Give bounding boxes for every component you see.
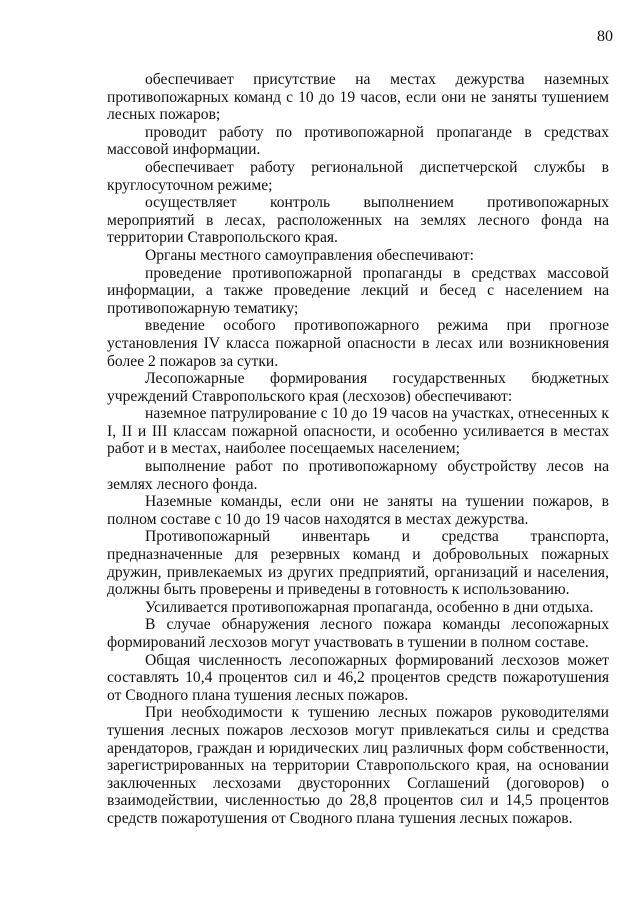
paragraph: осуществляет контроль выполнением противопожарных мероприятий в лесах, расположенных на землях лесного фонда на территории Ставропольского края. [107,194,609,247]
paragraph: выполнение работ по противопожарному обустройству лесов на землях лесного фонда. [107,458,609,493]
paragraph: проводит работу по противопожарной пропаганде в средствах массовой информации. [107,123,609,159]
paragraph: Лесопожарные формирования государственных бюджетных учреждений Ставропольского края (лесхозов) обеспечивают: [107,370,609,405]
paragraph: Усиливается противопожарная пропаганда, особенно в дни отдыха. [145,598,594,616]
paragraph: В случае обнаружения лесного пожара команды лесопожарных формирований лесхозов могут участвовать в тушении в полном составе. [107,616,609,651]
paragraph: Органы местного самоуправления обеспечивают: [145,246,474,264]
paragraph: Общая численность лесопожарных формирований лесхозов может составлять 10,4 процентов сил и 46,2 процентов средств пожаротушения от Сводного плана тушения лесных пожаров. [107,651,609,704]
paragraph: введение особого противопожарного режима при прогнозе установления IV класса пожарной опасности в лесах или возникновения более 2 пожаров за сутки. [107,317,609,370]
body-text [107,69,609,828]
paragraph: обеспечивает работу региональной диспетчерской службы в круглосуточном режиме; [107,158,609,194]
paragraph: Наземные команды, если они не заняты на тушении пожаров, в полном составе с 10 до 19 часов находятся в местах дежурства. [107,493,609,528]
paragraph: Противопожарный инвентарь и средства транспорта, предназначенные для резервных команд и добровольных пожарных дружин, привлекаемых из других предприятий, организаций и населения, должны быть проверены и приведены в готовность к использованию. [107,528,609,599]
paragraph: проведение противопожарной пропаганды в средствах массовой информации, а также проведение лекций и бесед с населением на противопожарную тематику; [107,264,609,317]
paragraph: наземное патрулирование с 10 до 19 часов на участках, отнесенных к I, II и III классам пожарной опасности, и особенно усиливается в местах работ и в местах, наиболее посещаемых населением; [107,405,609,458]
paragraph: обеспечивает присутствие на местах дежурства наземных противопожарных команд с 10 до 19 часов, если они не заняты тушением лесных пожаров; [107,71,609,124]
page-number: 80 [597,28,613,45]
paragraph: При необходимости к тушению лесных пожаров руководителями тушения лесных пожаров лесхозов могут привлекаться силы и средства арендаторов, граждан и юридических лиц различных форм собственности, зарегистрированных на территории Ставропольского края, на основании заключенных лесхозами двусторонних Соглашений (договоров) о взаимодействии, численностью до 28,8 процентов сил и 14,5 процентов средств пожаротушения от Сводного плана тушения лесных пожаров. [107,704,609,827]
